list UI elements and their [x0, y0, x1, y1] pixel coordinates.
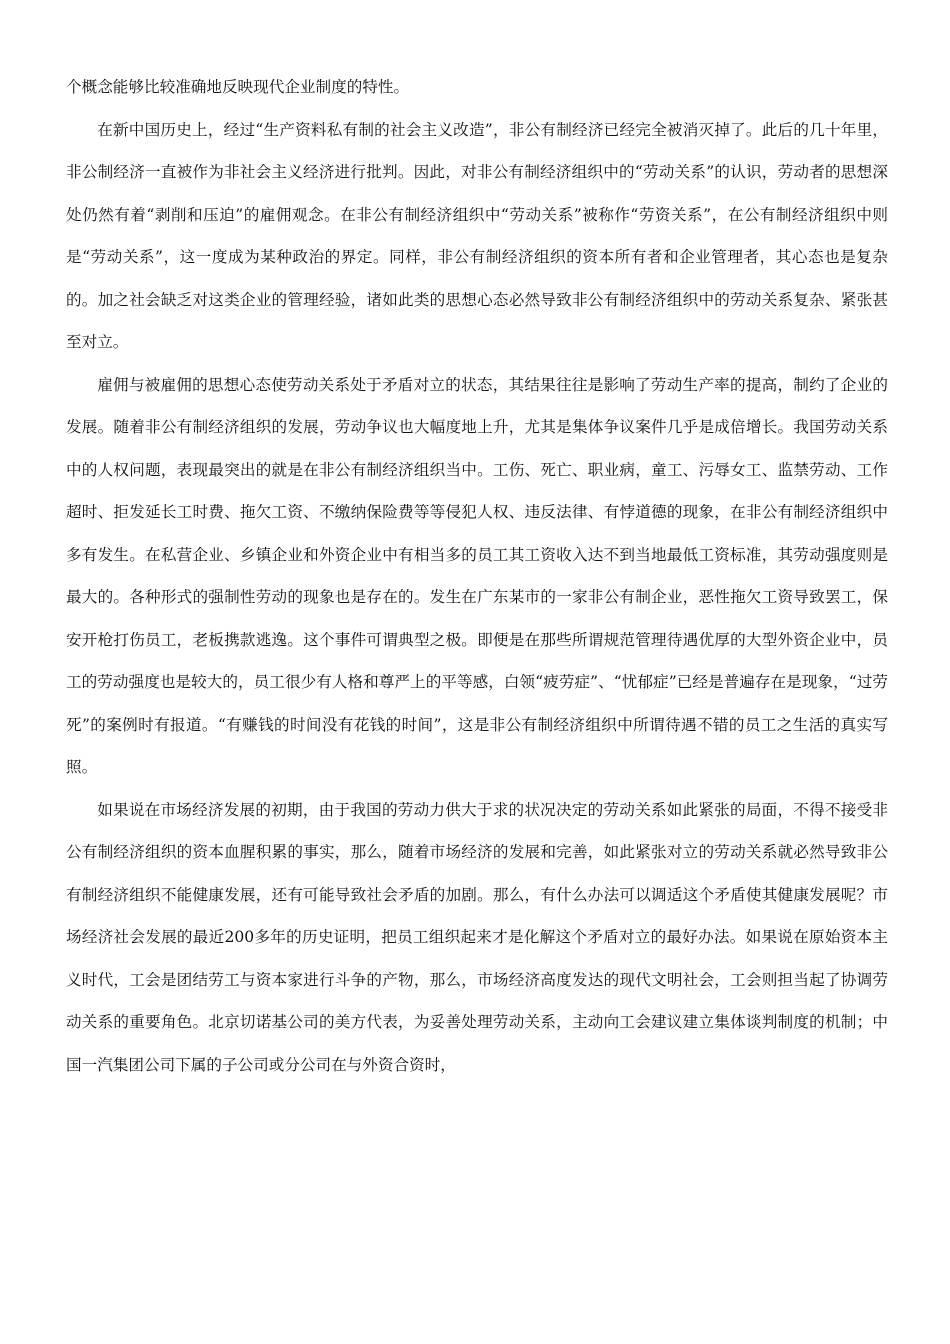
document-page: [66, 66, 888, 1086]
paragraph-history: 在新中国历史上，经过“生产资料私有制的社会主义改造”，非公有制经济已经完全被消灭掉了。此后的几十年里，非公制经济一直被作为非社会主义经济进行批判。因此，对非公有制经济组织中的“劳动关系”的认识，劳动者的思想深处仍然有着“剥削和压迫”的雇佣观念。在非公有制经济组织中“劳动关系”被称作“劳资关系”，在公有制经济组织中则是“劳动关系”，这一度成为某种政治的界定。同样，非公有制经济组织的资本所有者和企业管理者，其心态也是复杂的。加之社会缺乏对这类企业的管理经验，诸如此类的思想心态必然导致非公有制经济组织中的劳动关系复杂、紧张甚至对立。: [66, 120, 888, 351]
paragraph-labor-conflict: 雇佣与被雇佣的思想心态使劳动关系处于矛盾对立的状态，其结果往往是影响了劳动生产率的提高，制约了企业的发展。随着非公有制经济组织的发展，劳动争议也大幅度地上升，尤其是集体争议案件几乎是成倍增长。我国劳动关系中的人权问题，表现最突出的就是在非公有制经济组织当中。工伤、死亡、职业病，童工、污辱女工、监禁劳动、工作超时、拒发延长工时费、拖欠工资、不缴纳保险费等等侵犯人权、违反法律、有悖道德的现象，在非公有制经济组织中多有发生。在私营企业、乡镇企业和外资企业中有相当多的员工其工资收入达不到当地最低工资标准，其劳动强度则是最大的。各种形式的强制性劳动的现象也是存在的。发生在广东某市的一家非公有制企业，恶性拖欠工资导致罢工，保安开枪打伤员工，老板携款逃逸。这个事件可谓典型之极。即便是在那些所谓规范管理待遇优厚的大型外资企业中，员工的劳动强度也是较大的，员工很少有人格和尊严上的平等感，白领“疲劳症”、“忧郁症”已经是普遍存在是现象，“过劳死”的案例时有报道。“有赚钱的时间没有花钱的时间”，这是非公有制经济组织中所谓待遇不错的员工之生活的真实写照。: [66, 375, 888, 776]
paragraph-union-role: 如果说在市场经济发展的初期，由于我国的劳动力供大于求的状况决定的劳动关系如此紧张的局面，不得不接受非公有制经济组织的资本血腥积累的事实，那么，随着市场经济的发展和完善，如此紧张对立的劳动关系就必然导致非公有制经济组织不能健康发展，还有可能导致社会矛盾的加剧。那么，有什么办法可以调适这个矛盾使其健康发展呢？市场经济社会发展的最近200多年的历史证明，把员工组织起来才是化解这个矛盾对立的最好办法。如果说在原始资本主义时代，工会是团结劳工与资本家进行斗争的产物，那么，市场经济高度发达的现代文明社会，工会则担当起了协调劳动关系的重要角色。北京切诺基公司的美方代表，为妥善处理劳动关系，主动向工会建议建立集体谈判制度的机制；中国一汽集团公司下属的子公司或分公司在与外资合资时，: [66, 800, 888, 1074]
paragraph-continuation: 个概念能够比较准确地反映现代企业制度的特性。: [66, 78, 410, 96]
